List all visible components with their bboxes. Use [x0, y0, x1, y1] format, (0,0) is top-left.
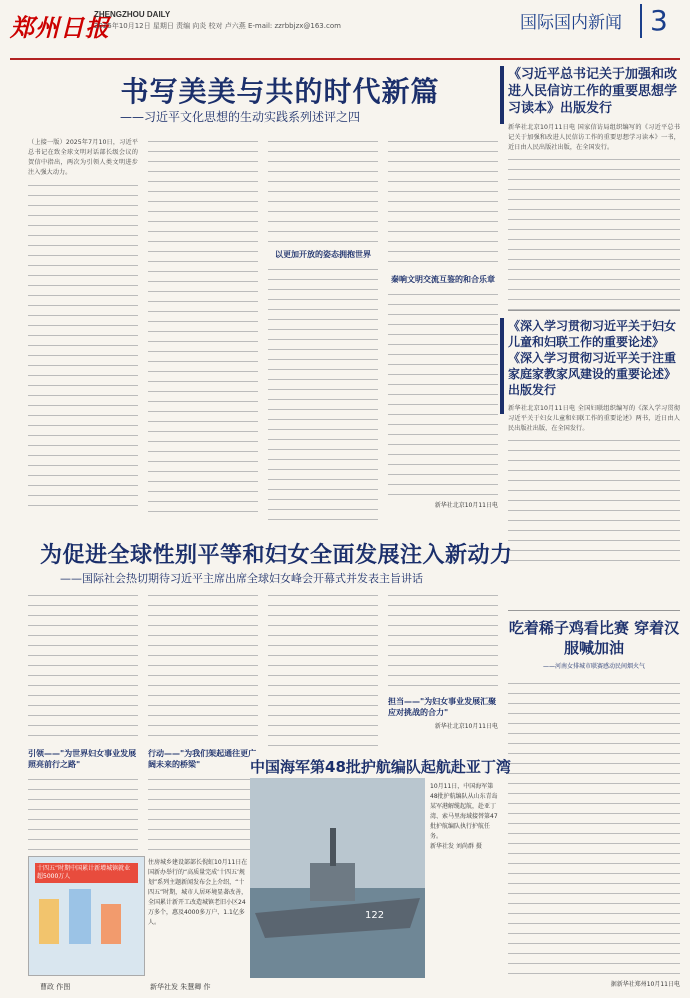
second-subhead: ——国际社会热切期待习近平主席出席全球妇女峰会开幕式并发表主旨讲话 [60, 572, 423, 585]
second-column-1-text [28, 592, 138, 742]
photo-headline: 中国海军第48批护航编队起航赴亚丁湾 [250, 758, 511, 776]
right-top-bar [500, 66, 504, 124]
second-column-4 [388, 592, 498, 752]
divider [508, 610, 680, 611]
main-headline: 书写美美与共的时代新篇 [120, 75, 440, 108]
right-bottom-subhead: ——河南女排城市联赛感动民间烟火气 [542, 663, 645, 670]
right-mid-body [508, 437, 680, 567]
main-subhead: ——习近平文化思想的生动实践系列述评之四 [120, 110, 361, 124]
right-top-title: 《习近平总书记关于加强和改进人民信访工作的重要思想学习读本》出版发行 [508, 67, 678, 116]
main-column-2 [148, 138, 258, 518]
right-bottom-body [508, 680, 680, 980]
second-headline: 为促进全球性别平等和妇女全面发展注入新动力 [40, 543, 513, 568]
second-col-subhead-3: 担当——"为妇女事业发展汇聚应对挑战的合力" [388, 697, 497, 717]
second-col-subhead-2: 行动——"为我们架起通往更广阔未来的桥梁" [148, 749, 257, 769]
section-title: 国际国内新闻 [520, 13, 622, 33]
second-column-2-text [148, 592, 258, 742]
right-mid-text [508, 404, 680, 574]
dateline: 2025年10月12日 星期日 责编 向炎 校对 卢六燕 E-mail: zzrbbjzx@163.com [94, 22, 341, 30]
cartoon-image [28, 856, 145, 976]
right-top-lead: 新华社北京10月11日电 国家信访局组织编写的《习近平总书记关于加强和改进人民信访工作的重要思想学习读本》一书，近日由人民出版社出版，在全国发行。 [508, 124, 680, 151]
warship-photo [250, 778, 425, 978]
right-mid-article [508, 318, 680, 574]
second-column-2-text-2 [148, 776, 258, 856]
second-column-2 [148, 592, 258, 852]
right-top-body [508, 156, 680, 316]
second-column-4-text [388, 592, 498, 692]
newspaper-logo-en: ZHENGZHOU DAILY [94, 10, 171, 19]
newspaper-logo: 郑州日报 [10, 14, 110, 42]
right-bottom-sign: 据新华社郑州10月11日电 [610, 981, 680, 988]
main-column-4 [388, 138, 498, 518]
photo-caption [430, 782, 500, 972]
cartoon-credit-left: 曹政 作图 [40, 983, 71, 991]
right-mid-lead: 新华社北京10月11日电 全国妇联组织编写的《深入学习贯彻习近平关于妇女儿童和妇联工作的重要论述》两书，近日由人民出版社出版，在全国发行。 [508, 405, 680, 432]
second-column-3 [268, 592, 378, 752]
right-bottom-article [508, 618, 680, 990]
main-column-4-text [388, 138, 498, 268]
main-column-1-text [28, 182, 138, 512]
right-top-article [508, 66, 680, 323]
main-column-1 [28, 138, 138, 518]
main-column-3-text-2 [268, 266, 378, 521]
second-col-subhead-1: 引领——"为世界妇女事业发展照亮前行之路" [28, 749, 137, 769]
warship-icon [250, 778, 425, 978]
main-column-3 [268, 138, 378, 518]
cartoon-board: 十四五”时期中国累计新增城镇就业超5000万人 [35, 863, 138, 883]
page-number: 3 [640, 4, 668, 38]
main-sign: 新华社北京10月11日电 [434, 502, 498, 509]
main-column-4-text-2 [388, 291, 498, 501]
main-col-subhead-2: 秦响文明交流互鉴的和合乐章 [391, 275, 495, 284]
right-top-text [508, 123, 680, 323]
cartoon-credit-right: 新华社发 朱慧卿 作 [150, 983, 211, 991]
cartoon-caption: 住房城乡建设部部长倪虹10月11日在国新办举行的“高质量完成‘十四五’规划”系列主题新闻发布会上介绍，“十四五”时期，城市人居环境显著改善，全国累计新开工改造城镇老旧小区24万多个，惠及4000多万户、1.1亿多人。 [148, 859, 248, 926]
photo-credit: 新华社发 刘尚群 摄 [430, 843, 482, 850]
svg-text:122: 122 [365, 910, 385, 921]
main-lead: （上接一版）2025年7月10日，习近平总书记在致全球文明对话部长级会议的贺信中指出，两次为引领人类文明进步注入强大动力。 [28, 139, 138, 176]
right-bottom-title: 吃着稀子鸡看比赛 穿着汉服喊加油 [508, 619, 680, 657]
right-mid-title: 《深入学习贯彻习近平关于妇女儿童和妇联工作的重要论述》《深入学习贯彻习近平关于注重家庭家教家风建设的重要论述》出版发行 [508, 319, 677, 397]
second-column-1 [28, 592, 138, 852]
right-mid-bar [500, 318, 504, 414]
main-column-3-text [268, 138, 378, 243]
divider [508, 310, 680, 311]
second-column-1-text-2 [28, 776, 138, 856]
photo-caption-text: 10月11日，中国海军第48批护航编队从山东青岛某军港解缆起航，赴亚丁湾、索马里海域接替第47批护航编队执行护航任务。 [430, 783, 498, 840]
buildings-icon [29, 889, 142, 949]
second-sign: 新华社北京10月11日电 [434, 723, 498, 730]
main-col-subhead-1: 以更加开放的姿态拥抱世界 [275, 250, 371, 259]
